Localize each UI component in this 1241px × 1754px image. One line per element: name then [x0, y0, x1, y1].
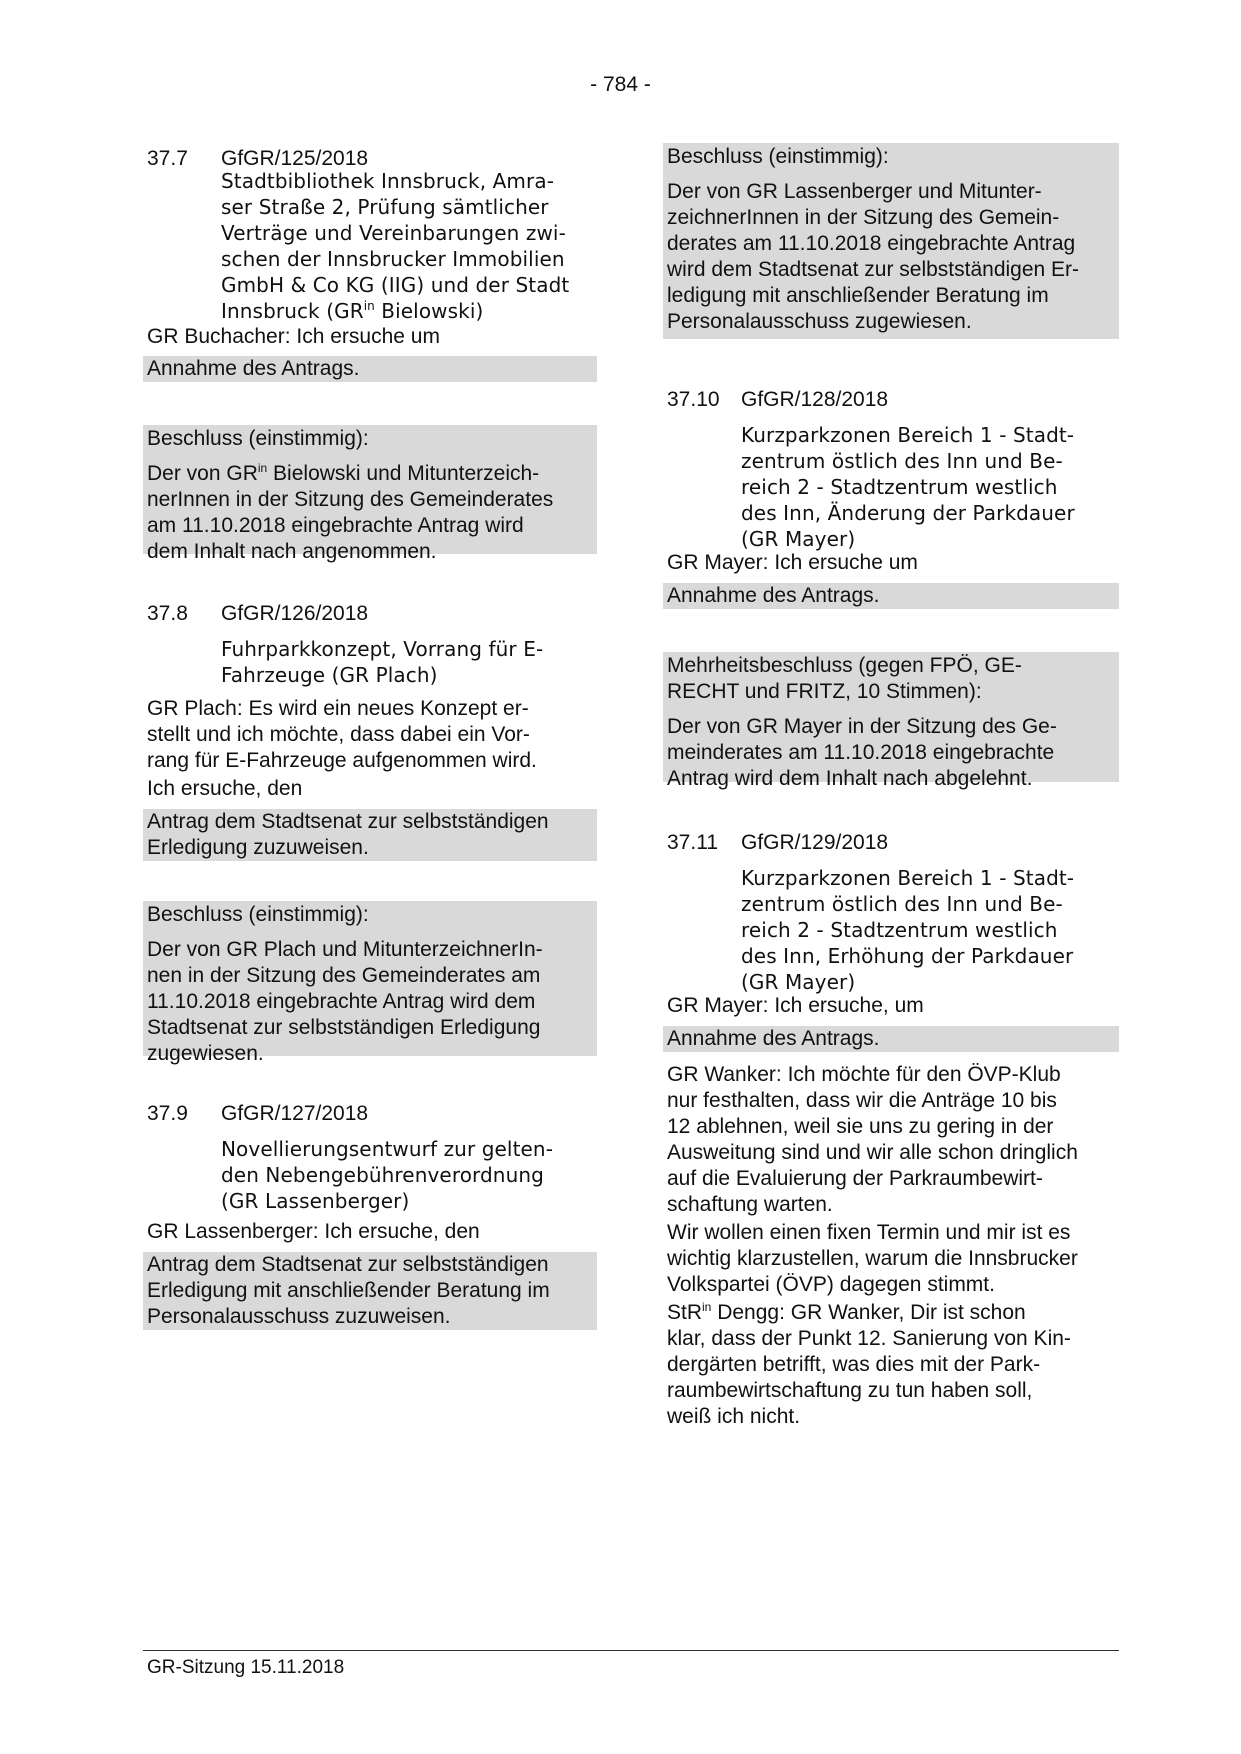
motion-text: Annahme des Antrags. [147, 357, 360, 380]
item-code: GfGR/129/2018 [741, 831, 889, 854]
motion-line: Antrag dem Stadtsenat zur selbstständigen [147, 1253, 549, 1276]
item-code: GfGR/125/2018 [221, 147, 369, 170]
title-line: Stadtbibliothek Innsbruck, Amra- [221, 169, 555, 193]
resolution-line: nerInnen in der Sitzung des Gemeinderates [147, 488, 554, 511]
resolution-line: dem Inhalt nach angenommen. [147, 540, 437, 563]
speaker-text [147, 696, 597, 774]
title-line: Fahrzeuge (GR Plach) [221, 663, 438, 687]
title-line: Kurzparkzonen Bereich 1 - Stadt- [741, 866, 1075, 890]
motion-highlight [143, 809, 597, 861]
superscript: in [257, 461, 268, 475]
speaker-line: stellt und ich möchte, dass dabei ein Vor- [147, 723, 530, 746]
title-line: zentrum östlich des Inn und Be- [741, 892, 1063, 916]
title-line: den Nebengebührenverordnung [221, 1163, 544, 1187]
resolution-heading: Beschluss (einstimmig): [147, 903, 369, 926]
statement-dengg [667, 1300, 1119, 1430]
title-line: schen der Innsbrucker Immobilien [221, 247, 565, 271]
resolution-line: Der von GR Lassenberger und Mitunter- [667, 180, 1042, 203]
title-line: ser Straße 2, Prüfung sämtlicher [221, 195, 549, 219]
resolution-block-37-10 [663, 652, 1119, 790]
resolution-line: Der von GR Plach und MitunterzeichnerIn- [147, 938, 543, 961]
speaker-line: GR Plach: Es wird ein neues Konzept er- [147, 697, 529, 720]
statement-line: schaftung warten. [667, 1193, 833, 1216]
footer-text: GR-Sitzung 15.11.2018 [147, 1657, 345, 1678]
resolution-line: 11.10.2018 eingebrachte Antrag wird dem [147, 990, 536, 1013]
speaker-text: GR Mayer: Ich ersuche, um [667, 994, 924, 1017]
resolution-block-37-9 [663, 143, 1119, 339]
resolution-line: ledigung mit anschließender Beratung im [667, 284, 1049, 307]
title-line: zentrum östlich des Inn und Be- [741, 449, 1063, 473]
title-line: (GR Mayer) [741, 970, 856, 994]
statement-line: 12 ablehnen, weil sie uns zu gering in der [667, 1115, 1054, 1138]
statement-line: raumbewirtschaftung zu tun haben soll, [667, 1379, 1033, 1402]
statement-line: nur festhalten, dass wir die Anträge 10 bis [667, 1089, 1057, 1112]
item-code: GfGR/128/2018 [741, 388, 889, 411]
motion-highlight [663, 1026, 1119, 1052]
statement-line: Volkspartei (ÖVP) dagegen stimmt. [667, 1273, 995, 1296]
title-line: (GR Mayer) [741, 527, 856, 551]
resolution-line: Der von GR Mayer in der Sitzung des Ge- [667, 715, 1057, 738]
resolution-line: am 11.10.2018 eingebrachte Antrag wird [147, 514, 524, 537]
statement-text: Dengg: GR Wanker, Dir ist schon [711, 1301, 1026, 1324]
resolution-line: meinderates am 11.10.2018 eingebrachte [667, 741, 1055, 764]
superscript: in [702, 1300, 712, 1314]
superscript: in [363, 299, 375, 313]
statement-wanker-2 [667, 1220, 1119, 1298]
motion-text: Annahme des Antrags. [667, 1027, 880, 1050]
item-title-37-10 [741, 422, 1119, 552]
statement-line: Wir wollen einen fixen Termin und mir ist es [667, 1221, 1071, 1244]
resolution-block-37-8 [143, 901, 597, 1065]
title-line: (GR Lassenberger) [221, 1189, 410, 1213]
statement-line: klar, dass der Punkt 12. Sanierung von Kin- [667, 1327, 1071, 1350]
resolution-line: Personalausschuss zugewiesen. [667, 310, 972, 333]
footer-divider [143, 1650, 1119, 1651]
statement-line: weiß ich nicht. [667, 1405, 801, 1428]
resolution-line: zugewiesen. [147, 1042, 264, 1065]
item-number: 37.9 [147, 1102, 188, 1125]
request-text: Ich ersuche, den [147, 777, 303, 800]
resolution-heading: Beschluss (einstimmig): [147, 427, 369, 450]
title-line: Kurzparkzonen Bereich 1 - Stadt- [741, 423, 1075, 447]
page-number: - 784 - [590, 73, 651, 96]
title-line: des Inn, Erhöhung der Parkdauer [741, 944, 1074, 968]
resolution-line: derates am 11.10.2018 eingebrachte Antrag [667, 232, 1076, 255]
resolution-line: Antrag wird dem Inhalt nach abgelehnt. [667, 767, 1033, 790]
speaker-text: GR Mayer: Ich ersuche um [667, 551, 918, 574]
item-title-37-7 [221, 168, 597, 324]
statement-line: GR Wanker: Ich möchte für den ÖVP-Klub [667, 1063, 1061, 1086]
speaker-line: rang für E-Fahrzeuge aufgenommen wird. [147, 749, 537, 772]
title-line: Verträge und Vereinbarungen zwi- [221, 221, 566, 245]
resolution-line: wird dem Stadtsenat zur selbstständigen Er- [667, 258, 1080, 281]
motion-highlight [143, 356, 597, 382]
item-number: 37.11 [667, 831, 718, 854]
resolution-line: Stadtsenat zur selbstständigen Erledigung [147, 1016, 541, 1039]
item-number: 37.10 [667, 388, 720, 411]
resolution-line: nen in der Sitzung des Gemeinderates am [147, 964, 541, 987]
item-title-37-11 [741, 865, 1119, 995]
motion-line: Personalausschuss zuzuweisen. [147, 1305, 451, 1328]
item-title-37-9 [221, 1136, 597, 1214]
title-line: reich 2 - Stadtzentrum westlich [741, 475, 1058, 499]
motion-text: Annahme des Antrags. [667, 584, 880, 607]
item-title-37-8 [221, 636, 597, 688]
resolution-heading: Beschluss (einstimmig): [667, 145, 889, 168]
resolution-text: Bielowski und Mitunterzeich- [267, 462, 540, 485]
resolution-heading-line: RECHT und FRITZ, 10 Stimmen): [667, 680, 982, 703]
title-line [221, 298, 597, 324]
motion-line: Erledigung zuzuweisen. [147, 836, 369, 859]
title-line: des Inn, Änderung der Parkdauer [741, 501, 1075, 525]
title-line: reich 2 - Stadtzentrum westlich [741, 918, 1058, 942]
title-line: Novellierungsentwurf zur gelten- [221, 1137, 554, 1161]
item-number: 37.7 [147, 147, 188, 170]
item-code: GfGR/126/2018 [221, 602, 369, 625]
resolution-line [147, 461, 593, 487]
statement-text: StR [667, 1301, 703, 1324]
motion-highlight [663, 583, 1119, 609]
statement-wanker [667, 1062, 1119, 1218]
resolution-block-37-7 [143, 425, 597, 563]
item-number: 37.8 [147, 602, 188, 625]
title-text: Innsbruck (GR [221, 299, 364, 323]
motion-line: Antrag dem Stadtsenat zur selbstständigen [147, 810, 549, 833]
title-line: GmbH & Co KG (IIG) und der Stadt [221, 273, 570, 297]
statement-line: Ausweitung sind und wir alle schon dringlich [667, 1141, 1078, 1164]
speaker-text: GR Buchacher: Ich ersuche um [147, 325, 440, 348]
title-text: Bielowski) [374, 299, 484, 323]
motion-line: Erledigung mit anschließender Beratung im [147, 1279, 550, 1302]
speaker-text: GR Lassenberger: Ich ersuche, den [147, 1220, 480, 1243]
statement-line: auf die Evaluierung der Parkraumbewirt- [667, 1167, 1043, 1190]
statement-line: dergärten betrifft, was dies mit der Park- [667, 1353, 1041, 1376]
statement-line: wichtig klarzustellen, warum die Innsbrucker [667, 1247, 1078, 1270]
statement-line [667, 1300, 1119, 1326]
title-line: Fuhrparkkonzept, Vorrang für E- [221, 637, 544, 661]
resolution-heading-line: Mehrheitsbeschluss (gegen FPÖ, GE- [667, 654, 1022, 677]
resolution-text: Der von GR [147, 462, 258, 485]
item-code: GfGR/127/2018 [221, 1102, 369, 1125]
motion-highlight [143, 1252, 597, 1330]
resolution-line: zeichnerInnen in der Sitzung des Gemein- [667, 206, 1060, 229]
